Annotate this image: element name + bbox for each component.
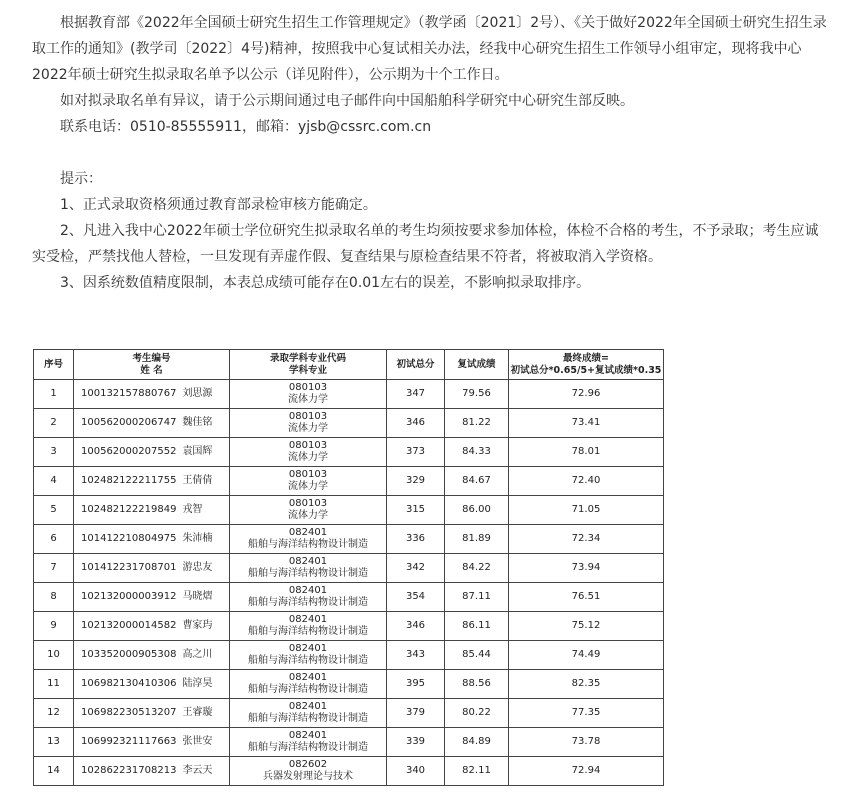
cell-candidate [74,467,230,496]
candidate-name: 王倩倩 [182,475,213,486]
cell-major [230,641,387,670]
cell-initial-score: 373 [387,438,445,467]
cell-seq: 12 [34,699,74,728]
major-code: 082401 [288,730,328,741]
major-name: 流体力学 [288,510,328,521]
candidate-name: 高之川 [182,649,213,660]
cell-major [230,496,387,525]
major-name: 船舶与海洋结构物设计制造 [248,568,368,579]
table-row [34,612,664,641]
paragraph-spacer [32,140,832,166]
cell-final-score: 82.35 [509,670,664,699]
major-name: 船舶与海洋结构物设计制造 [248,539,368,550]
tip-item-3: 3、因系统数值精度限制，本表总成绩可能存在0.01左右的误差，不影响拟录取排序。 [60,275,591,291]
header-candidate [74,350,230,380]
cell-final-score: 71.05 [509,496,664,525]
major-name: 船舶与海洋结构物设计制造 [248,597,368,608]
table-row [34,728,664,757]
candidate-id: 100562000207552 [81,446,177,457]
table-row [34,409,664,438]
candidate-name: 陆淳昊 [182,678,213,689]
major-name: 流体力学 [288,423,328,434]
cell-candidate [74,612,230,641]
notice-paragraph-objection: 如对拟录取名单有异议，请于公示期间通过电子邮件向中国船舶科学研究中心研究生部反映。 [60,93,634,109]
cell-retest-score: 84.22 [445,554,509,583]
cell-major [230,525,387,554]
cell-initial-score: 395 [387,670,445,699]
cell-final-score: 72.40 [509,467,664,496]
cell-final-score: 73.78 [509,728,664,757]
cell-candidate [74,670,230,699]
header-retest-score: 复试成绩 [445,350,509,380]
cell-major [230,583,387,612]
cell-final-score: 74.49 [509,641,664,670]
cell-initial-score: 336 [387,525,445,554]
cell-initial-score: 346 [387,409,445,438]
admission-list-table [33,349,664,786]
table-row [34,641,664,670]
table-row [34,699,664,728]
header-candidate-name: 姓 名 [140,364,163,376]
cell-retest-score: 80.22 [445,699,509,728]
major-code: 082401 [288,585,328,596]
candidate-id: 102132000014582 [81,620,177,631]
major-code: 080103 [288,382,328,393]
header-major [230,350,387,380]
candidate-name: 马晓熠 [182,591,213,602]
candidate-id: 103352000905308 [81,649,177,660]
cell-seq: 5 [34,496,74,525]
cell-seq: 11 [34,670,74,699]
cell-retest-score: 86.00 [445,496,509,525]
cell-major [230,699,387,728]
tip-item-1: 1、正式录取资格须通过教育部录检审核方能确定。 [60,197,377,213]
header-seq: 序号 [34,350,74,380]
major-name: 船舶与海洋结构物设计制造 [248,626,368,637]
cell-initial-score: 315 [387,496,445,525]
header-final-line1: 最终成绩= [563,352,609,364]
header-major-name: 学科专业 [288,364,327,376]
candidate-id: 102132000003912 [81,591,177,602]
notice-paragraph-contact: 联系电话：0510-85555911，邮箱：yjsb@cssrc.com.cn [60,119,432,135]
table-row [34,554,664,583]
table-row [34,438,664,467]
candidate-id: 106982130410306 [81,678,177,689]
cell-seq: 10 [34,641,74,670]
cell-retest-score: 87.11 [445,583,509,612]
cell-candidate [74,438,230,467]
cell-retest-score: 82.11 [445,757,509,786]
cell-retest-score: 84.89 [445,728,509,757]
cell-retest-score: 81.22 [445,409,509,438]
table-row [34,583,664,612]
cell-major [230,409,387,438]
table-row [34,496,664,525]
candidate-id: 101412231708701 [81,562,177,573]
major-code: 082401 [288,556,328,567]
cell-initial-score: 347 [387,380,445,409]
cell-candidate [74,525,230,554]
table-header-row [34,350,664,380]
cell-retest-score: 81.89 [445,525,509,554]
cell-major [230,380,387,409]
cell-seq: 4 [34,467,74,496]
header-final-score [509,350,664,380]
candidate-id: 106992321117663 [81,736,177,747]
major-name: 船舶与海洋结构物设计制造 [248,684,368,695]
candidate-id: 100562000206747 [81,417,177,428]
cell-final-score: 73.41 [509,409,664,438]
cell-retest-score: 86.11 [445,612,509,641]
major-name: 流体力学 [288,452,328,463]
major-name: 船舶与海洋结构物设计制造 [248,655,368,666]
cell-final-score: 78.01 [509,438,664,467]
cell-major [230,670,387,699]
major-name: 船舶与海洋结构物设计制造 [248,742,368,753]
cell-candidate [74,641,230,670]
candidate-name: 王睿璇 [182,707,213,718]
cell-seq: 6 [34,525,74,554]
cell-initial-score: 379 [387,699,445,728]
candidate-name: 张世安 [182,736,213,747]
cell-candidate [74,409,230,438]
major-name: 流体力学 [288,394,328,405]
major-code: 080103 [288,469,328,480]
cell-major [230,554,387,583]
major-code: 082401 [288,643,328,654]
cell-candidate [74,583,230,612]
cell-candidate [74,699,230,728]
cell-final-score: 75.12 [509,612,664,641]
header-major-code: 录取学科专业代码 [269,352,346,364]
tip-item-2: 2、凡进入我中心2022年硕士学位研究生拟录取名单的考生均须按要求参加体检，体检不合格的考生，不予录取；考生应诚实受检，严禁找他人替检，一旦发现有弄虚作假、复查结果与原检查结果不符者，将被取消入学资格。 [32,223,819,265]
table-row [34,670,664,699]
major-code: 080103 [288,440,328,451]
cell-final-score: 76.51 [509,583,664,612]
cell-initial-score: 340 [387,757,445,786]
candidate-id: 102482122219849 [81,504,177,515]
cell-major [230,467,387,496]
table-row [34,757,664,786]
major-code: 082602 [288,759,328,770]
cell-final-score: 77.35 [509,699,664,728]
major-code: 082401 [288,701,328,712]
cell-retest-score: 84.33 [445,438,509,467]
candidate-id: 100132157880767 [81,388,177,399]
cell-seq: 7 [34,554,74,583]
cell-major [230,757,387,786]
major-name: 兵器发射理论与技术 [263,771,353,782]
notice-text [32,10,832,296]
cell-candidate [74,728,230,757]
cell-major [230,728,387,757]
major-code: 082401 [288,527,328,538]
cell-seq: 1 [34,380,74,409]
cell-initial-score: 354 [387,583,445,612]
cell-major [230,438,387,467]
major-code: 080103 [288,498,328,509]
candidate-name: 戎智 [182,504,203,515]
cell-seq: 9 [34,612,74,641]
candidate-id: 101412210804975 [81,533,177,544]
cell-candidate [74,757,230,786]
cell-seq: 3 [34,438,74,467]
candidate-id: 102482122211755 [81,475,177,486]
cell-initial-score: 346 [387,612,445,641]
tips-title: 提示： [60,171,102,187]
major-name: 流体力学 [288,481,328,492]
header-candidate-id: 考生编号 [132,352,171,364]
cell-retest-score: 84.67 [445,467,509,496]
candidate-name: 刘思源 [182,388,213,399]
cell-seq: 13 [34,728,74,757]
candidate-name: 游忠友 [182,562,213,573]
cell-retest-score: 79.56 [445,380,509,409]
candidate-name: 朱沛楠 [182,533,213,544]
candidate-name: 袁国辉 [182,446,213,457]
candidate-name: 李云天 [182,765,213,776]
header-initial-score: 初试总分 [387,350,445,380]
candidate-id: 102862231708213 [81,765,177,776]
cell-final-score: 72.96 [509,380,664,409]
cell-retest-score: 85.44 [445,641,509,670]
major-code: 082401 [288,614,328,625]
cell-seq: 2 [34,409,74,438]
cell-major [230,612,387,641]
table-row [34,525,664,554]
table-row [34,380,664,409]
cell-retest-score: 88.56 [445,670,509,699]
cell-seq: 14 [34,757,74,786]
cell-candidate [74,496,230,525]
major-name: 船舶与海洋结构物设计制造 [248,713,368,724]
candidate-name: 曹家玙 [182,620,213,631]
cell-initial-score: 343 [387,641,445,670]
major-code: 080103 [288,411,328,422]
cell-candidate [74,380,230,409]
cell-seq: 8 [34,583,74,612]
table-row [34,467,664,496]
candidate-name: 魏佳铭 [182,417,213,428]
cell-final-score: 72.94 [509,757,664,786]
cell-final-score: 73.94 [509,554,664,583]
header-final-line2: 初试总分*0.65/5+复试成绩*0.35 [510,364,662,376]
major-code: 082401 [288,672,328,683]
cell-initial-score: 342 [387,554,445,583]
cell-initial-score: 339 [387,728,445,757]
cell-candidate [74,554,230,583]
cell-initial-score: 329 [387,467,445,496]
candidate-id: 106982230513207 [81,707,177,718]
cell-final-score: 72.34 [509,525,664,554]
notice-paragraph-basis: 根据教育部《2022年全国硕士研究生招生工作管理规定》（教学函〔2021〕2号）、《关于做好2022年全国硕士研究生招生录取工作的通知》(教学司〔2022〕4号)精神，按照我中心复试相关办法，经我中心研究生招生工作领导小组审定，现将我中心2022年硕士研究生拟录取名单予以公示（详见附件），公示期为十个工作日。 [32,15,827,83]
